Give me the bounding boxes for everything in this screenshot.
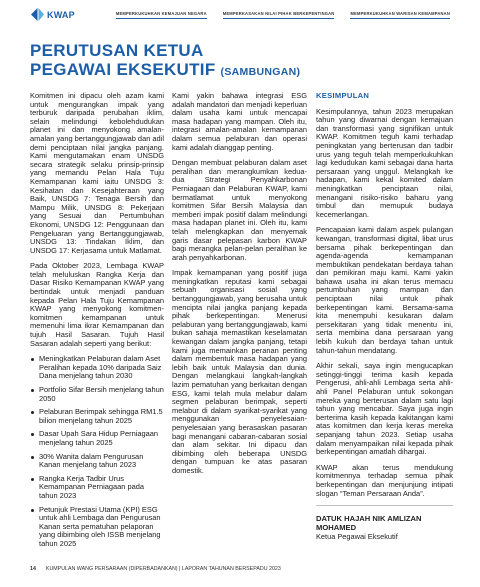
list-item: 30% Wanita dalam Pengurusan Kanan menjelang tahun 2023 — [30, 453, 164, 470]
signatory-role: Ketua Pegawai Eksekutif — [316, 532, 398, 542]
paragraph: Dengan membuat pelaburan dalam aset peralihan dan merangkumkan kedua-dua Strategi Penyahkarbonan Perniagaan dan Pelaburan KWAP, kami bermatlamat untuk menyokong komitmen Sifar Bersih Malaysia dan memberi impak positif dalam melindungi masa hadapan planet ini. Oleh itu, kami telah melengkapkan dan menyemak garis dasar pelepasan karbon KWAP bagi merangka pelan-pelan peralihan ke arah penyahkarbonan. — [172, 158, 307, 262]
header-tag: MEMPERKASAKAN NILAI PIHAK BERKEPENTINGAN — [223, 11, 335, 19]
signatory-name-line-2: MOHAMED — [316, 523, 357, 533]
page-title — [30, 41, 430, 82]
kwap-logo-icon — [31, 8, 44, 21]
title-line-2 — [30, 60, 430, 82]
paragraph: Pada Oktober 2023, Lembaga KWAP telah meluluskan Rangka Kerja dan Dasar Risiko Kemampanan KWAP yang bertindak untuk menjadi panduan kepada Pelan Hala Tuju Kemampanan KWAP yang menyokong komitmen-komitmen kemampanan untuk memenuhi lima ikrar Kemampanan dan tujuh Hasil Sasaran. Tujuh Hasil Sasaran adalah seperti yang berikut: — [30, 261, 164, 348]
header-tag: MEMPERKUKUHKAN WARISAN KEMAMPANAN — [350, 11, 450, 19]
paragraph: Kami yakin bahawa integrasi ESG adalah mandatori dan menjadi keperluan dalam usaha kami untuk mencapai masa hadapan yang mampan. Oleh itu, integrasi amalan-amalan kemampanan dalam semua pelaburan dan operasi kami adalah dianggap penting. — [172, 91, 307, 152]
page-footer — [30, 566, 281, 572]
list-item: Petunjuk Prestasi Utama (KPI) ESG untuk ahli Lembaga dan Pengurusan Kanan serta pematuhan pelaporan yang dibimbing oleh ISSB menjelang tahun 2025 — [30, 506, 164, 549]
column-1 — [30, 92, 164, 554]
paragraph: Komitmen ini dipacu oleh azam kami untuk mengurangkan impak yang terburuk daripada perubahan iklim, selain melindungi kebolehdudukan planet ini dan menyokong amalan-amalan yang bertanggungjawab dan adil demi penciptaan nilai jangka panjang. Kami mengutamakan enam UNSDG secara strategik selaku prinsip-prinsip yang memandu Pelan Hala Tuju Kemampanan kami iaitu UNSDG 3: Kesihatan dan Kesejahteraan yang Baik, UNSDG 7: Tenaga Bersih dan Mampu Milik, UNSDG 8: Pekerjaan yang Sesuai dan Pertumbuhan Ekonomi, UNSDG 12: Penggunaan dan Pengeluaran yang Bertanggungjawab, UNSDG 13: Tindakan Iklim, dan UNSDG 17: Kerjasama untuk Matlamat. — [30, 91, 164, 255]
list-item: Meningkatkan Pelaburan dalam Aset Peralihan kepada 10% daripada Saiz Dana menjelang tahun 2030 — [30, 355, 164, 381]
signatory-name — [316, 514, 453, 532]
section-heading: KESIMPULAN — [316, 91, 370, 100]
signature-divider — [316, 505, 453, 506]
paragraph: Akhir sekali, saya ingin mengucapkan setinggi-tinggi terima kasih kepada Pengerusi, ahli-ahli Lembaga serta ahli-ahli Panel Pelaburan untuk sokongan mereka yang berterusan dalam satu lagi tahun yang mencabar. Saya juga ingin berterima kasih kepada kakitangan kami atas komitmen dan kerja keras mereka sepanjang tahun 2023. Setiap usaha dalam menyampaikan nilai kepada pihak berkepentingan amatlah dihargai. — [316, 361, 453, 457]
target-outcomes-list — [30, 355, 164, 548]
page-number: 14 — [30, 566, 36, 572]
column-2 — [172, 92, 307, 483]
list-item: Dasar Upah Sara Hidup Perniagaan menjelang tahun 2025 — [30, 430, 164, 447]
title-suffix: (SAMBUNGAN) — [220, 66, 301, 78]
list-item: Pelaburan Berimpak sehingga RM1.5 bilion menjelang tahun 2025 — [30, 408, 164, 425]
title-line-1: PERUTUSAN KETUA — [30, 41, 204, 60]
logo-text: KWAP — [47, 9, 75, 20]
header-tag: MEMPERKUKUHKAN KEMAJUAN NEGARA — [116, 11, 207, 19]
list-item: Rangka Kerja Tadbir Urus Kemampanan Perniagaan pada tahun 2023 — [30, 475, 164, 501]
header-tags — [116, 11, 450, 19]
title-line-2-text: PEGAWAI EKSEKUTIF — [30, 60, 216, 79]
signatory-name-line-1: DATUK HAJAH NIK AMLIZAN — [316, 514, 422, 524]
paragraph: Impak kemampanan yang positif juga meningkatkan reputasi kami sebagai sebuah organisasi sosial yang bertanggungjawab, yang berusaha untuk mencipta nilai jangka panjang kepada pihak berkepentingan. Menerusi pelaburan yang bertanggungjawab, kami bukan sahaja memastikan keselamatan kewangan dalam jangka panjang, tetapi kami juga memainkan peranan penting dalam membentuk masa hadapan yang lebih baik untuk Malaysia dan dunia. Dengan melangkaui langkah-langkah lazim pematuhan yang berkaitan dengan ESG, kami telah mula melabur dalam segmen pelaburan berimpak, seperti melabur di dalam syarikat-syarikat yang menggunakan penyelesaian-penyelesaian yang berasaskan pasaran bagi menangani cabaran-cabaran sosial dan alam sekitar. Ini dipacu dan dibimbing oleh beberapa UNSDG dengan tumpuan ke atas pasaran domestik. — [172, 268, 307, 475]
paragraph: KWAP akan terus mendukung komitmennya terhadap semua pihak berkepentingan dan menjunjung intipati slogan “Teman Persaraan Anda”. — [316, 462, 453, 498]
paragraph: Kesimpulannya, tahun 2023 merupakan tahun yang diwarnai dengan kemajuan dan transformasi yang signifikan untuk KWAP. Komitmen teguh kami terhadap peningkatan yang berterusan dan tadbir urus yang teguh telah memperkukuhkan lagi kedudukan kami sebagai dana harta persaraan yang unggul. Melangkah ke hadapan, kami kekal komited dalam meningkatkan penciptaan nilai, menangani risiko-risiko baharu yang timbul dan memupuk budaya kecemerlangan. — [316, 106, 453, 219]
column-3 — [316, 92, 453, 542]
kwap-logo — [31, 8, 75, 21]
paragraph: Pencapaian kami dalam aspek pulangan kewangan, transformasi digital, libat urus bersama pihak berkepentingan dan agenda-agenda kemampanan membuktikan pendekatan berdaya tahan dan pemikiran maju kami. Kami yakin bahawa usaha ini akan terus memacu pertumbuhan yang mampan dan penciptaan nilai untuk pihak berkepentingan kami. Bersama-sama kita menempuhi kesukaran dalam persekitaran yang tidak menentu ini, serta membina dana persaraan yang lebih kukuh dan berdaya tahan untuk tahun-tahun mendatang. — [316, 225, 453, 355]
footer-text: KUMPULAN WANG PERSARAAN (DIPERBADANKAN) | LAPORAN TAHUNAN BERSEPADU 2023 — [45, 566, 281, 572]
list-item: Portfolio Sifar Bersih menjelang tahun 2050 — [30, 386, 164, 403]
page-header — [0, 0, 480, 26]
